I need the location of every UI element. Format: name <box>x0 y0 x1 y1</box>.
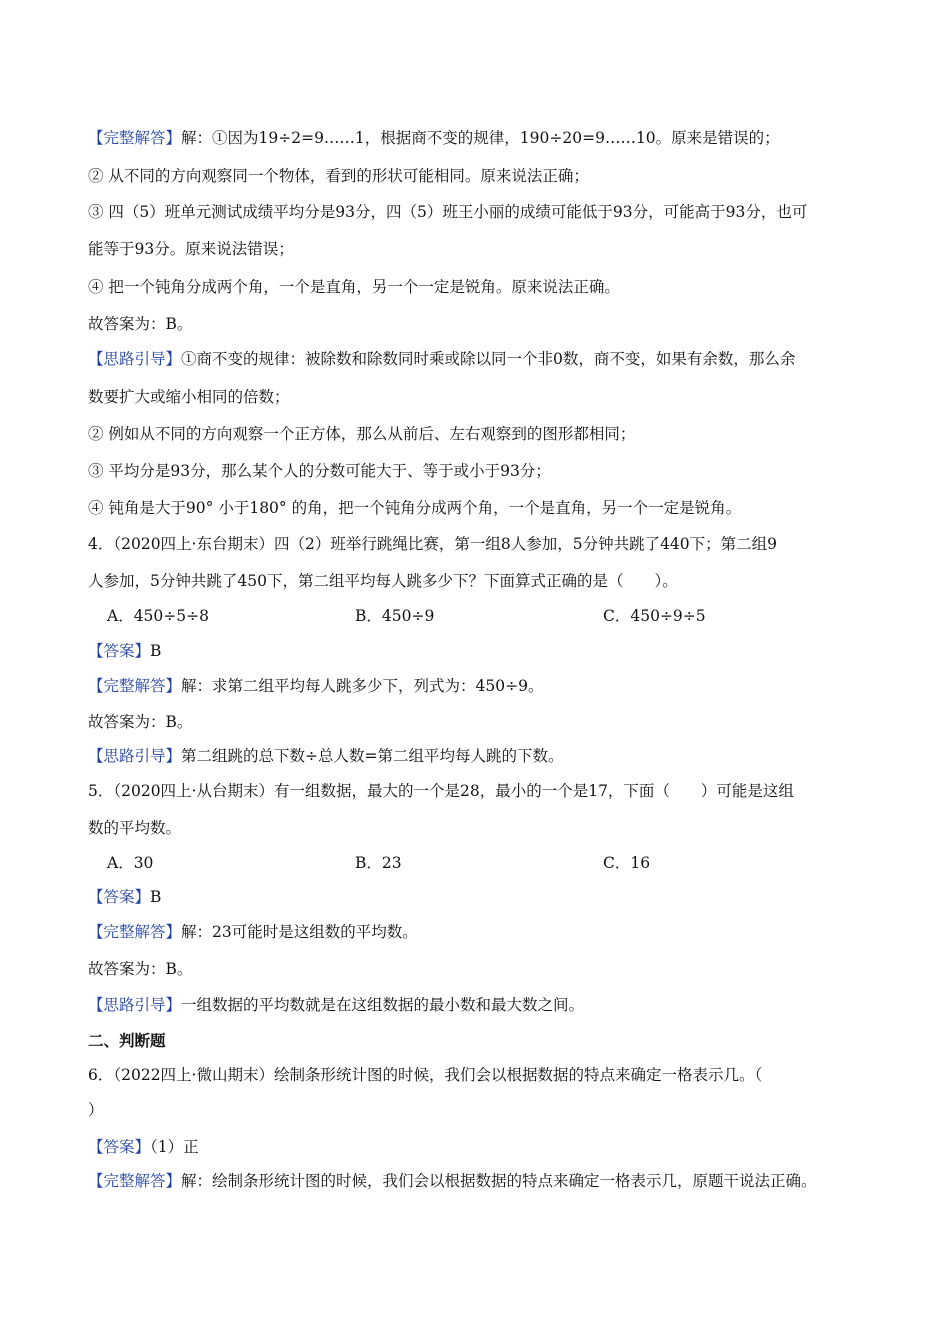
text-line <box>88 348 868 370</box>
text-line <box>88 386 868 408</box>
text-line <box>88 423 868 445</box>
text-line <box>88 1170 868 1192</box>
line-tag: 【答案】 <box>88 1138 151 1156</box>
text-line <box>88 711 868 733</box>
line-tag: 【答案】 <box>88 642 151 660</box>
question-4 <box>88 533 868 555</box>
question-6 <box>88 1064 868 1086</box>
text-line <box>88 460 868 482</box>
line-text: 解：求第二组平均每人跳多少下，列式为：450÷9。 <box>181 677 544 695</box>
line-text: 第二组跳的总下数÷总人数=第二组平均每人跳的下数。 <box>181 747 564 765</box>
text-line <box>88 1099 868 1121</box>
line-text: （1）正 <box>150 1138 199 1156</box>
line-text: ② 从不同的方向观察同一个物体，看到的形状可能相同。原来说法正确； <box>88 167 589 185</box>
line-tag: 【完整解答】 <box>88 677 182 695</box>
q4-option-b: B．450÷9 <box>355 607 435 625</box>
line-text: ①商不变的规律：被除数和除数同时乘或除以同一个非0数，商不变，如果有余数，那么余 <box>181 350 796 368</box>
text-line <box>88 201 868 223</box>
line-text: 5．（2020四上·从台期末）有一组数据，最大的一个是28，最小的一个是17，下面（ ）可能是这组 <box>88 782 794 800</box>
text-line <box>88 127 868 149</box>
text-line <box>88 313 868 335</box>
line-text: 人参加，5分钟共跳了450下，第二组平均每人跳多少下？下面算式正确的是（ ）。 <box>88 572 678 590</box>
line-text: ③ 四（5）班单元测试成绩平均分是93分，四（5）班王小丽的成绩可能低于93分，可能高于93分，也可 <box>88 203 808 221</box>
line-tag: 【思路引导】 <box>88 996 182 1014</box>
text-line <box>88 165 868 187</box>
line-text: ④ 钝角是大于90° 小于180° 的角，把一个钝角分成两个角，一个是直角，另一个一定是锐角。 <box>88 499 742 517</box>
line-text: 一组数据的平均数就是在这组数据的最小数和最大数之间。 <box>181 996 585 1014</box>
line-tag: 【答案】 <box>88 888 151 906</box>
text-line <box>88 640 868 662</box>
line-text: 解：23可能时是这组数的平均数。 <box>181 923 418 941</box>
line-text: 故答案为：B。 <box>88 315 193 333</box>
line-tag: 【完整解答】 <box>88 923 182 941</box>
section-title: 二、判断题 <box>88 1031 166 1050</box>
line-text: ② 例如从不同的方向观察一个正方体，那么从前后、左右观察到的图形都相同； <box>88 425 636 443</box>
line-tag: 【思路引导】 <box>88 747 182 765</box>
line-text: 解：①因为19÷2=9……1，根据商不变的规律，190÷20=9……10。原来是错误的； <box>181 129 780 147</box>
q5-option-c: C．16 <box>603 854 651 872</box>
text-line <box>88 958 868 980</box>
text-line <box>88 238 868 260</box>
text-line <box>88 675 868 697</box>
text-line <box>88 276 868 298</box>
line-text: B <box>150 642 162 660</box>
line-text: B <box>150 888 162 906</box>
line-text: 能等于93分。原来说法错误； <box>88 240 294 258</box>
text-line <box>88 994 868 1016</box>
line-text: 数要扩大或缩小相同的倍数； <box>88 388 290 406</box>
line-text: 故答案为：B。 <box>88 960 193 978</box>
text-line <box>88 1136 868 1158</box>
q5-option-b: B．23 <box>355 854 402 872</box>
line-tag: 【思路引导】 <box>88 350 182 368</box>
line-tag: 【完整解答】 <box>88 1172 182 1190</box>
q5-option-a: A．30 <box>107 854 154 872</box>
text-line <box>88 497 868 519</box>
text-line <box>88 817 868 839</box>
line-text: ③ 平均分是93分，那么某个人的分数可能大于、等于或小于93分； <box>88 462 551 480</box>
line-text: 数的平均数。 <box>88 819 182 837</box>
text-line <box>88 886 868 908</box>
line-text: 4．（2020四上·东台期末）四（2）班举行跳绳比赛，第一组8人参加，5分钟共跳了440下；第二组9 <box>88 535 778 553</box>
line-text: ④ 把一个钝角分成两个角，一个是直角，另一个一定是锐角。原来说法正确。 <box>88 278 620 296</box>
line-text: 解：绘制条形统计图的时候，我们会以根据数据的特点来确定一格表示几，原题干说法正确。 <box>181 1172 817 1190</box>
q4-option-a: A．450÷5÷8 <box>107 607 209 625</box>
text-line <box>88 570 868 592</box>
line-text: 6．（2022四上·微山期末）绘制条形统计图的时候，我们会以根据数据的特点来确定一格表示几。（ <box>88 1066 763 1084</box>
text-line <box>88 745 868 767</box>
q4-option-c: C．450÷9÷5 <box>603 607 706 625</box>
question-5 <box>88 780 868 802</box>
line-text: 故答案为：B。 <box>88 713 193 731</box>
line-text: ） <box>88 1101 104 1119</box>
line-tag: 【完整解答】 <box>88 129 182 147</box>
text-line <box>88 921 868 943</box>
